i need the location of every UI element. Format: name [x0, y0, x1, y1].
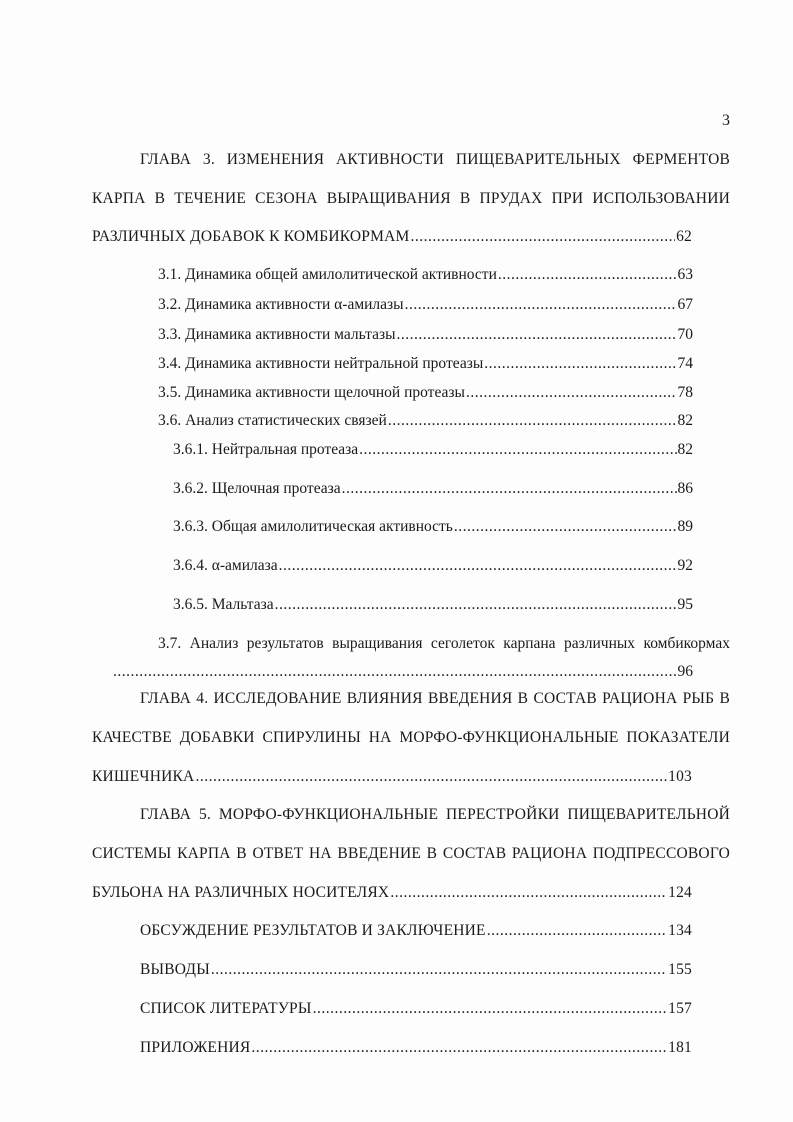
entry-page: 89: [677, 518, 693, 535]
toc-entry-conclusions: [140, 960, 692, 980]
chapter5-page: 124: [668, 884, 692, 901]
dot-leader: [396, 325, 676, 345]
entry-title: 3.4. Динамика активности нейтральной протеазы: [158, 355, 484, 372]
dot-leader: [410, 227, 675, 247]
entry-title: 3.1. Динамика общей амилолитической активности: [158, 266, 497, 283]
entry-page: 67: [677, 296, 693, 313]
dot-leader: [466, 383, 677, 403]
entry-title: 3.2. Динамика активности α-амилазы: [158, 296, 404, 313]
dot-leader: [211, 960, 667, 980]
entry-page: 70: [677, 326, 693, 343]
entry-page: 181: [668, 1039, 692, 1056]
toc-entry-3-6-5: [173, 595, 693, 615]
entry-title: СПИСОК ЛИТЕРАТУРЫ: [140, 1000, 312, 1017]
dot-leader: [113, 662, 677, 682]
chapter4-line3: [92, 767, 692, 787]
chapter4-title-end: КИШЕЧНИКА: [92, 768, 195, 785]
entry-title: 3.6.4. α-амилаза: [173, 557, 278, 574]
dot-leader: [195, 767, 667, 787]
entry-page: 92: [677, 557, 693, 574]
toc-entry-appendices: [140, 1038, 692, 1058]
page-number: 3: [722, 112, 730, 129]
entry-page: 82: [677, 441, 693, 458]
entry-title: ПРИЛОЖЕНИЯ: [140, 1039, 251, 1056]
entry-title: ВЫВОДЫ: [140, 961, 210, 978]
dot-leader: [279, 556, 677, 576]
toc-entry-3-5: [158, 383, 693, 403]
entry-page: 74: [677, 355, 693, 372]
entry-title: 3.3. Динамика активности мальтазы: [158, 326, 396, 343]
toc-entry-3-1: [158, 265, 693, 285]
entry-page: 86: [677, 480, 693, 497]
entry-page: 155: [668, 961, 692, 978]
toc-entry-3-6-2: [173, 479, 693, 499]
toc-entry-3-4: [158, 354, 693, 374]
dot-leader: [359, 440, 676, 460]
toc-entry-3-7-title: 3.7. Анализ результатов выращивания сеголеток карпана различных комбикормах: [158, 635, 730, 652]
dot-leader: [454, 517, 677, 537]
dot-leader: [390, 883, 667, 903]
chapter4-line1: ГЛАВА 4. ИССЛЕДОВАНИЕ ВЛИЯНИЯ ВВЕДЕНИЯ В СОСТАВ РАЦИОНА РЫБ В: [140, 690, 730, 707]
entry-title: 3.6.1. Нейтральная протеаза: [173, 441, 359, 458]
toc-entry-3-3: [158, 325, 693, 345]
chapter3-line1: ГЛАВА 3. ИЗМЕНЕНИЯ АКТИВНОСТИ ПИЩЕВАРИТЕЛЬНЫХ ФЕРМЕНТОВ: [140, 151, 730, 168]
chapter3-line2: КАРПА В ТЕЧЕНИЕ СЕЗОНА ВЫРАЩИВАНИЯ В ПРУДАХ ПРИ ИСПОЛЬЗОВАНИИ: [92, 190, 730, 207]
dot-leader: [313, 999, 668, 1019]
chapter5-line2: СИСТЕМЫ КАРПА В ОТВЕТ НА ВВЕДЕНИЕ В СОСТАВ РАЦИОНА ПОДПРЕССОВОГО: [92, 845, 730, 862]
entry-title: 3.6.2. Щелочная протеаза: [173, 480, 341, 497]
chapter3-page: 62: [676, 228, 692, 245]
entry-page: 96: [677, 663, 693, 680]
toc-entry-discussion: [140, 921, 692, 941]
chapter5-line1: ГЛАВА 5. МОРФО-ФУНКЦИОНАЛЬНЫЕ ПЕРЕСТРОЙКИ ПИЩЕВАРИТЕЛЬНОЙ: [140, 806, 730, 823]
dot-leader: [342, 479, 677, 499]
entry-title: 3.6.5. Мальтаза: [173, 596, 274, 613]
dot-leader: [251, 1038, 667, 1058]
toc-entry-3-6-4: [173, 556, 693, 576]
dot-leader: [487, 921, 667, 941]
chapter5-line3: [92, 883, 692, 903]
toc-entry-3-2: [158, 295, 693, 315]
dot-leader: [388, 411, 677, 431]
dot-leader: [275, 595, 677, 615]
dot-leader: [498, 265, 677, 285]
chapter4-line2: КАЧЕСТВЕ ДОБАВКИ СПИРУЛИНЫ НА МОРФО-ФУНКЦИОНАЛЬНЫЕ ПОКАЗАТЕЛИ: [92, 729, 730, 746]
dot-leader: [484, 354, 676, 374]
toc-entry-3-6-3: [173, 517, 693, 537]
toc-entry-3-6-1: [173, 440, 693, 460]
toc-entry-references: [140, 999, 692, 1019]
entry-page: 78: [677, 384, 693, 401]
entry-title: 3.6.3. Общая амилолитическая активность: [173, 518, 453, 535]
entry-title: 3.6. Анализ статистических связей: [158, 412, 387, 429]
entry-title: ОБСУЖДЕНИЕ РЕЗУЛЬТАТОВ И ЗАКЛЮЧЕНИЕ: [140, 922, 486, 939]
dot-leader: [405, 295, 677, 315]
chapter3-line3: [92, 227, 692, 247]
toc-entry-3-7-page-line: [112, 662, 693, 682]
chapter5-title-end: БУЛЬОНА НА РАЗЛИЧНЫХ НОСИТЕЛЯХ: [92, 884, 390, 901]
entry-page: 157: [668, 1000, 692, 1017]
entry-page: 134: [668, 922, 692, 939]
entry-title: 3.5. Динамика активности щелочной протеазы: [158, 384, 465, 401]
entry-page: 82: [677, 412, 693, 429]
entry-page: 95: [677, 596, 693, 613]
chapter4-page: 103: [668, 768, 692, 785]
entry-page: 63: [677, 266, 693, 283]
chapter3-title-end: РАЗЛИЧНЫХ ДОБАВОК К КОМБИКОРМАМ: [92, 228, 410, 245]
toc-entry-3-6: [158, 411, 693, 431]
